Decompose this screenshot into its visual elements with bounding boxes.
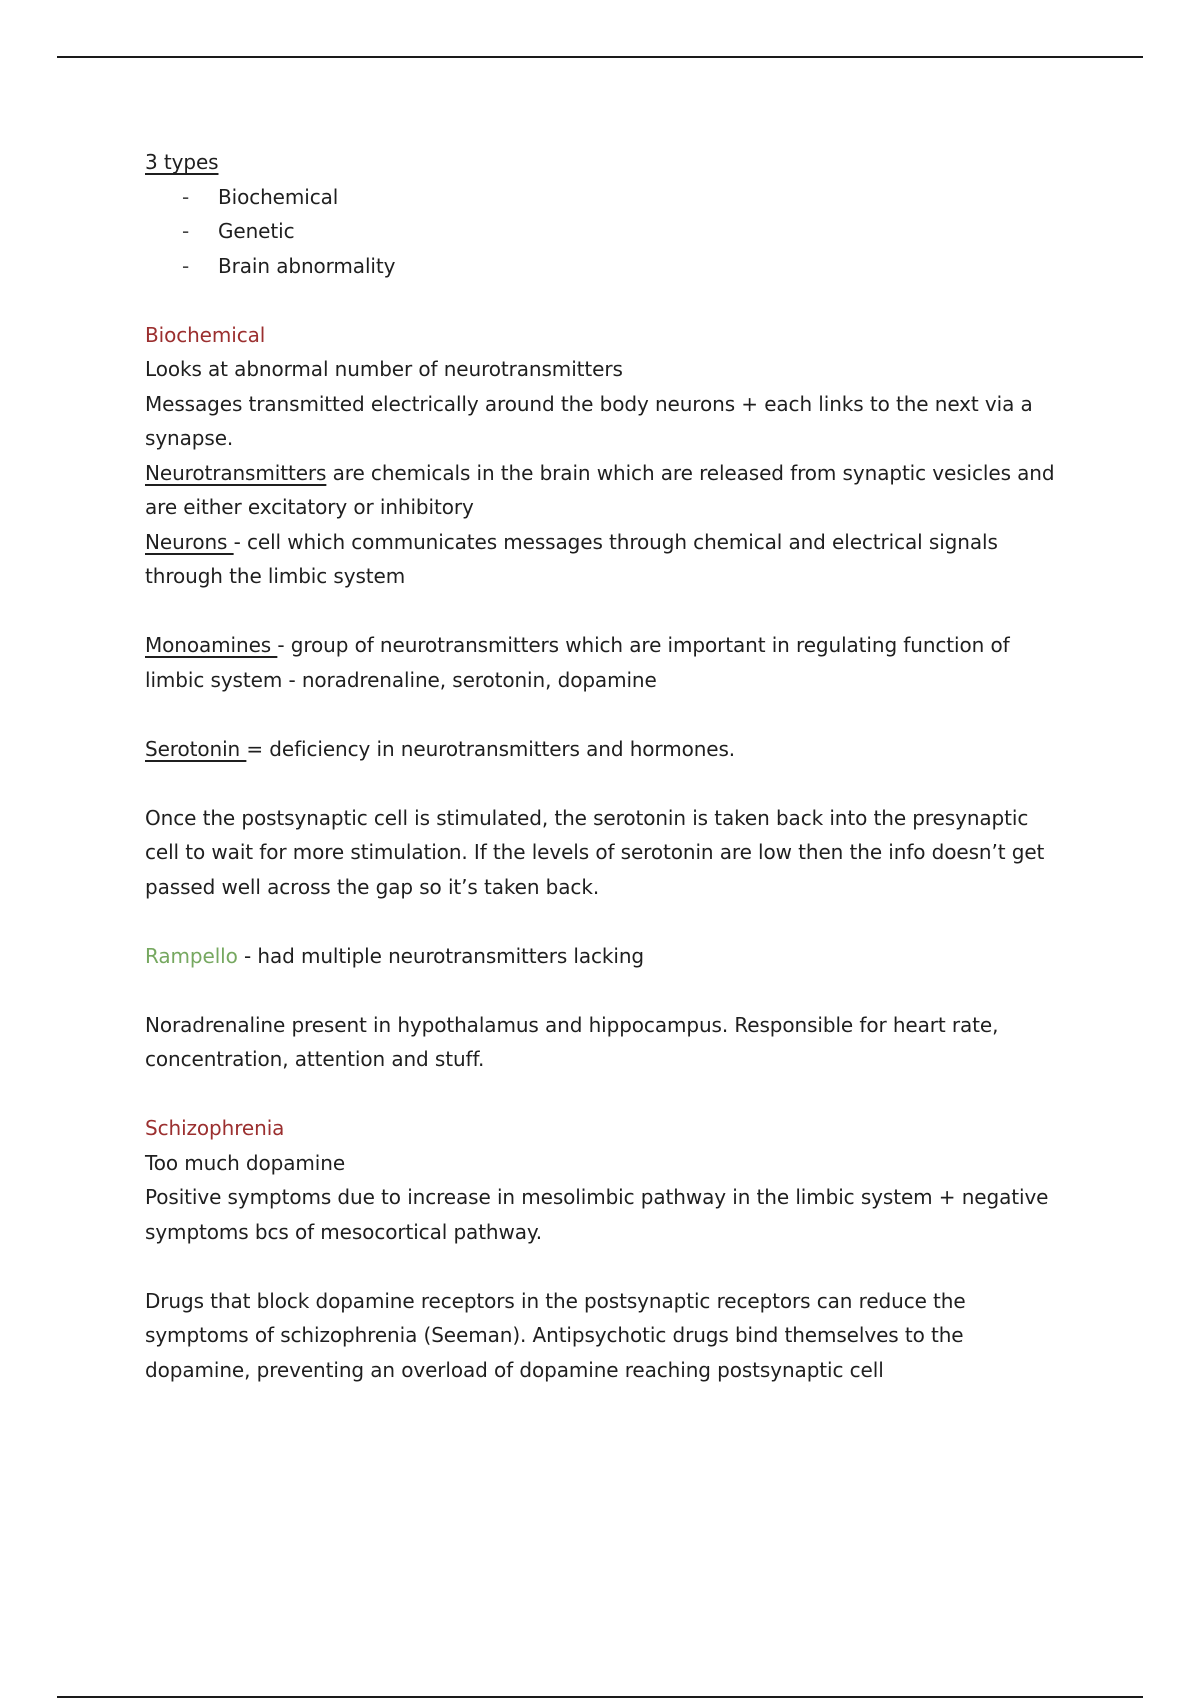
biochemical-line-3: synapse. [145,426,234,450]
drugs-line-1: Drugs that block dopamine receptors in the postsynaptic receptors can reduce the [145,1288,966,1313]
rampello-study: Rampello - had multiple neurotransmitters lacking [145,943,645,968]
reuptake-line-2: cell to wait for more stimulation. If the levels of serotonin are low then the info doesn’t get [145,840,1045,864]
document-body [145,145,1065,1387]
schizophrenia-heading: Schizophrenia [145,1116,285,1140]
serotonin-term: Serotonin [145,736,247,761]
serotonin-definition: Serotonin = deficiency in neurotransmitters and hormones. [145,736,736,761]
monoamines-definition-cont: limbic system - noradrenaline, serotonin, dopamine [145,667,657,692]
list-item: - Brain abnormality [145,249,1065,284]
list-item: - Biochemical [145,180,1065,215]
schizophrenia-line-2: Positive symptoms due to increase in mesolimbic pathway in the limbic system + negative [145,1185,1049,1209]
types-heading: 3 types [145,150,219,174]
rampello-name: Rampello [145,943,238,968]
monoamines-definition: Monoamines - group of neurotransmitters which are important in regulating function of [145,633,1010,657]
biochemical-line-1: Looks at abnormal number of neurotransmitters [145,357,623,381]
neurotransmitters-definition-cont: are either excitatory or inhibitory [145,495,474,519]
noradrenaline-line-1: Noradrenaline present in hypothalamus and hippocampus. Responsible for heart rate, [145,1012,999,1037]
biochemical-heading: Biochemical [145,322,266,347]
bullet-dash-icon: - [182,184,190,209]
neurons-term: Neurons [145,529,234,554]
neurons-definition: Neurons - cell which communicates messages through chemical and electrical signals [145,529,998,554]
bottom-rule [57,1696,1143,1698]
drugs-line-3: dopamine, preventing an overload of dopamine reaching postsynaptic cell [145,1357,884,1382]
drugs-line-2: symptoms of schizophrenia (Seeman). Antipsychotic drugs bind themselves to the [145,1323,964,1347]
schizophrenia-line-1: Too much dopamine [145,1150,346,1175]
list-item: - Genetic [145,214,1065,249]
neurons-definition-cont: through the limbic system [145,564,406,588]
monoamines-term: Monoamines [145,633,278,657]
neurotransmitters-term: Neurotransmitters [145,460,327,485]
biochemical-line-2: Messages transmitted electrically around the body neurons + each links to the next via a [145,391,1033,416]
noradrenaline-line-2: concentration, attention and stuff. [145,1047,485,1071]
bullet-dash-icon: - [182,253,190,278]
schizophrenia-line-3: symptoms bcs of mesocortical pathway. [145,1219,543,1244]
neurotransmitters-definition: Neurotransmitters are chemicals in the brain which are released from synaptic vesicles and [145,460,1055,485]
types-list [145,180,1065,284]
bullet-dash-icon: - [182,219,190,243]
top-rule [57,56,1143,58]
reuptake-line-1: Once the postsynaptic cell is stimulated, the serotonin is taken back into the presynaptic [145,805,1029,830]
reuptake-line-3: passed well across the gap so it’s taken back. [145,874,600,899]
